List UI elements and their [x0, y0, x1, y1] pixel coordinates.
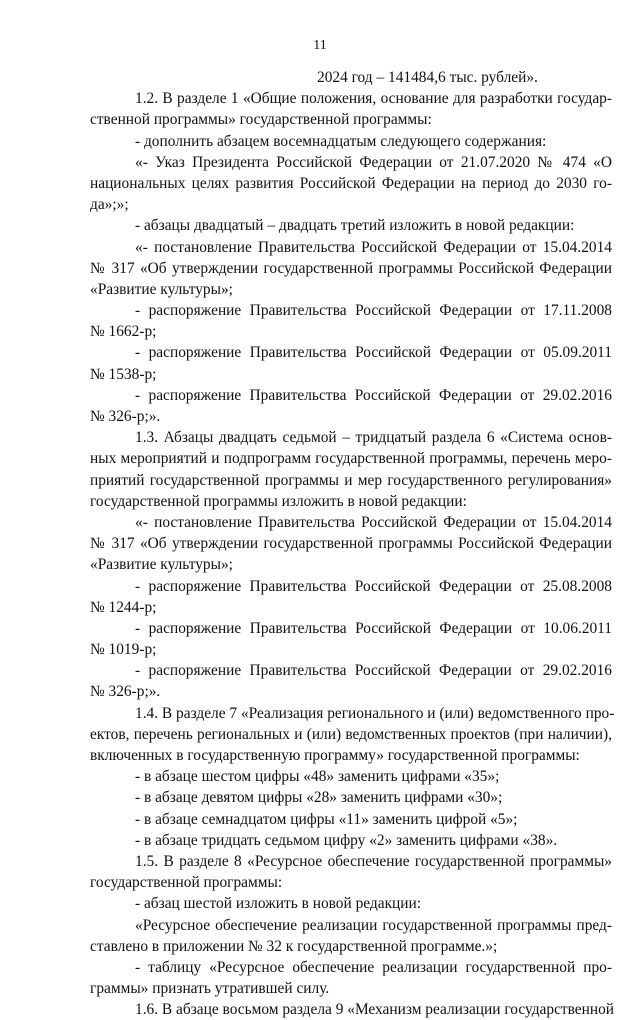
text-line: - в абзаце семнадцатом цифры «11» заменить цифрой «5»;: [135, 810, 518, 828]
text-line: - в абзаце шестом цифры «48» заменить цифрами «35»;: [135, 768, 500, 786]
text-line: 1.4. В разделе 7 «Реализация регионального и (или) ведомственного про-: [135, 704, 615, 722]
text-line: № 326-р;».: [90, 683, 161, 701]
text-line: ставлено в приложении № 32 к государственной программе.»;: [90, 937, 498, 955]
page-number: 11: [313, 38, 327, 53]
text-line: № 317 «Об утверждении государственной программы Российской Федерации: [90, 259, 612, 277]
text-line: да»;»;: [90, 196, 129, 214]
text-line: 1.2. В разделе 1 «Общие положения, основание для разработки государ-: [135, 90, 612, 108]
text-line: - в абзаце девятом цифры «28» заменить цифрами «30»;: [135, 789, 503, 807]
text-line: - абзацы двадцатый – двадцать третий изложить в новой редакции:: [135, 217, 575, 235]
text-line: 1.6. В абзаце восьмом раздела 9 «Механизм реализации государственной: [135, 1001, 615, 1019]
text-line: 1.3. Абзацы двадцать седьмой – тридцатый раздела 6 «Система основ-: [135, 429, 612, 447]
text-line: - в абзаце тридцать седьмом цифру «2» заменить цифрами «38».: [135, 831, 558, 849]
text-line: «Развитие культуры»;: [90, 280, 233, 298]
text-line: - распоряжение Правительства Российской Федерации от 10.06.2011: [135, 619, 612, 637]
text-line: «- постановление Правительства Российской Федерации от 15.04.2014: [135, 513, 612, 531]
text-line: 2024 год – 141484,6 тыс. рублей».: [317, 69, 538, 86]
text-line: «Ресурсное обеспечение реализации государственной программы пред-: [135, 916, 612, 934]
text-line: государственной программы изложить в новой редакции:: [90, 492, 467, 510]
text-line: № 1019-р;: [90, 641, 157, 659]
text-line: № 317 «Об утверждении государственной программы Российской Федерации: [90, 535, 612, 553]
text-line: - распоряжение Правительства Российской Федерации от 17.11.2008: [135, 302, 612, 320]
text-line: № 1662-р;: [90, 323, 157, 341]
text-line: - дополнить абзацем восемнадцатым следующего содержания:: [135, 132, 547, 150]
text-line: ственной программы» государственной программы:: [90, 111, 432, 129]
text-line: - абзац шестой изложить в новой редакции:: [135, 895, 422, 913]
text-line: - распоряжение Правительства Российской Федерации от 29.02.2016: [135, 662, 612, 680]
text-line: - распоряжение Правительства Российской Федерации от 05.09.2011: [135, 344, 612, 362]
text-line: ных мероприятий и подпрограмм государственной программы, перечень меро-: [90, 450, 612, 468]
text-line: № 1244-р;: [90, 598, 157, 616]
text-line: № 326-р;».: [90, 408, 161, 425]
text-line: «Развитие культуры»;: [90, 556, 233, 574]
text-line: «- постановление Правительства Российской Федерации от 15.04.2014: [135, 238, 612, 256]
text-line: ектов, перечень региональных и (или) ведомственных проектов (при наличии),: [90, 725, 612, 743]
text-line: включенных в государственную программу» государственной программы:: [90, 747, 580, 764]
text-line: № 1538-р;: [90, 365, 157, 383]
text-line: - распоряжение Правительства Российской Федерации от 25.08.2008: [135, 577, 612, 595]
text-line: - таблицу «Ресурсное обеспечение реализации государственной про-: [135, 958, 612, 976]
document-body: [90, 67, 615, 1020]
text-line: «- Указ Президента Российской Федерации от 21.07.2020 № 474 «О: [135, 153, 612, 171]
text-line: государственной программы:: [90, 874, 283, 892]
text-line: граммы» признать утратившей силу.: [90, 980, 330, 998]
text-line: приятий государственной программы и мер государственного регулирования»: [90, 471, 612, 489]
text-line: национальных целях развития Российской Федерации на период до 2030 го-: [90, 174, 612, 192]
text-line: 1.5. В разделе 8 «Ресурсное обеспечение государственной программы»: [135, 852, 612, 870]
text-line: - распоряжение Правительства Российской Федерации от 29.02.2016: [135, 386, 612, 404]
